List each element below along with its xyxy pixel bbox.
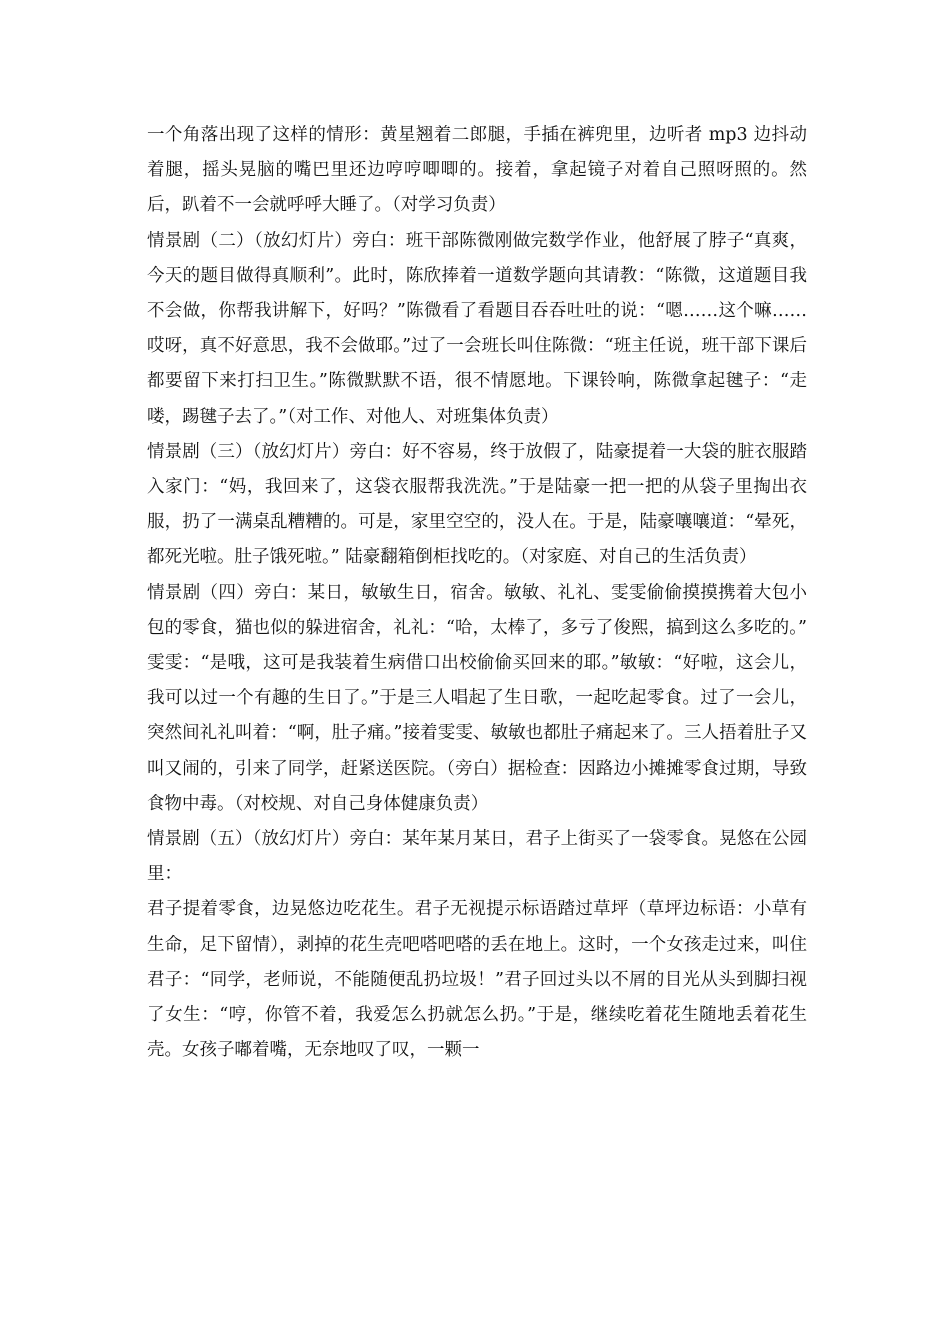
paragraph-scene-three: 情景剧（三）（放幻灯片）旁白：好不容易，终于放假了，陆豪提着一大袋的脏衣服踏入家门：“妈，我回来了，这袋衣服帮我洗洗。”于是陆豪一把一把的从袋子里掏出衣服，扔了一满桌乱糟糟的。可是，家里空空的，没人在。于是，陆豪嚷嚷道：“晕死，都死光啦。肚子饿死啦。” 陆豪翻箱倒柜找吃的。（对家庭、对自己的生活负责） [147, 441, 807, 568]
paragraph-scene-five-body: 君子提着零食，边晃悠边吃花生。君子无视提示标语踏过草坪（草坪边标语：小草有生命，足下留情），剥掉的花生壳吧嗒吧嗒的丢在地上。这时，一个女孩走过来，叫住君子：“同学，老师说，不能随便乱扔垃圾！”君子回过头以不屑的目光从头到脚扫视了女生：“哼，你管不着，我爱怎么扔就怎么扔。”于是，继续吃着花生随地丢着花生壳。女孩子嘟着嘴，无奈地叹了叹，一颗一 [147, 899, 807, 1061]
paragraph-scene-one-ending: 一个角落出现了这样的情形：黄星翘着二郎腿，手插在裤兜里，边听者 mp3 边抖动着腿，摇头晃脑的嘴巴里还边哼哼唧唧的。接着，拿起镜子对着自己照呀照的。然后，趴着不一会就呼呼大睡了。（对学习负责） [147, 125, 807, 216]
paragraph-scene-two: 情景剧（二）（放幻灯片）旁白：班干部陈微刚做完数学作业，他舒展了脖子“真爽，今天的题目做得真顺利”。此时，陈欣捧着一道数学题向其请教：“陈微，这道题目我不会做，你帮我讲解下，好吗？”陈微看了看题目吞吞吐吐的说：“嗯……这个嘛……哎呀，真不好意思，我不会做耶。”过了一会班长叫住陈微：“班主任说，班干部下课后都要留下来打扫卫生。”陈微默默不语，很不情愿地。下课铃响，陈微拿起毽子：“走喽，踢毽子去了。”（对工作、对他人、对班集体负责） [147, 230, 808, 427]
paragraph-scene-four: 情景剧（四）旁白：某日，敏敏生日，宿舍。敏敏、礼礼、雯雯偷偷摸摸携着大包小包的零食，猫也似的躲进宿舍，礼礼：“哈，太棒了，多亏了俊熙，搞到这么多吃的。” 雯雯：“是哦，这可是我装着生病借口出校偷偷买回来的耶。”敏敏：“好啦，这会儿，我可以过一个有趣的生日了。”于是三人唱起了生日歌，一起吃起零食。过了一会儿，突然间礼礼叫着：“啊，肚子痛。”接着雯雯、敏敏也都肚子痛起来了。三人捂着肚子又叫又闹的，引来了同学，赶紧送医院。（旁白）据检查：因路边小摊摊零食过期，导致食物中毒。（对校规、对自己身体健康负责） [147, 582, 807, 814]
document-body [147, 118, 807, 1068]
paragraph-scene-five-intro: 情景剧（五）（放幻灯片）旁白：某年某月某日，君子上街买了一袋零食。晃悠在公园里： [147, 829, 807, 885]
